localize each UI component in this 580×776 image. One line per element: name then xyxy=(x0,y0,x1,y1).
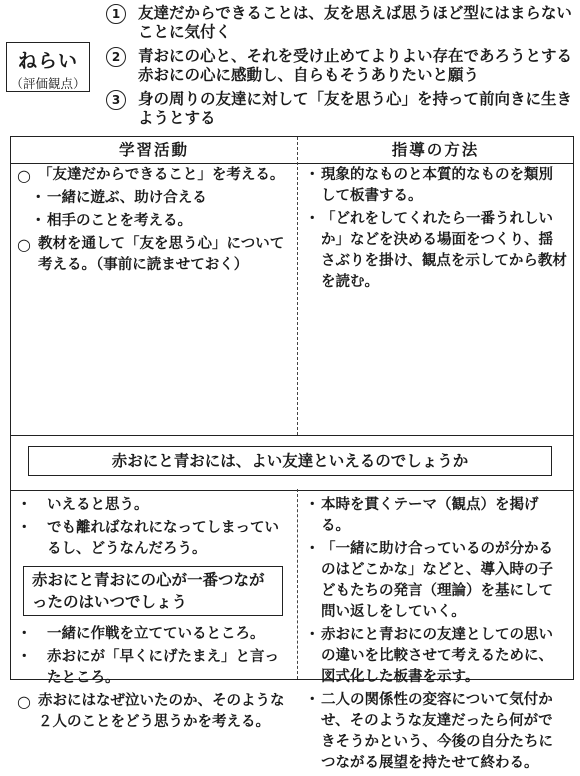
list-item: ・ 二人の関係性の変容について気付かせ、そのような友達だったら何ができそうかという、今後の自分たちにつながる展望を持たせて終わる。 xyxy=(305,690,567,774)
aims-label: ねらい xyxy=(17,50,78,72)
column-divider-bottom xyxy=(297,489,298,679)
header-learning-activity: 学習活動 xyxy=(118,141,189,159)
aim-text-3: 身の周りの友達に対して「友を思う心」を持って前向きに生きようとする xyxy=(138,90,573,127)
aim-item-1 xyxy=(100,4,574,42)
top-method-cell xyxy=(305,165,567,295)
list-item: ・ 赤おにと青おにの友達としての思いの違いを比較させて考えるために、図式化した板書を示す。 xyxy=(305,625,567,688)
top-activity-cell xyxy=(17,165,291,278)
list-item: ・ 一緒に作戦を立てているところ。 xyxy=(17,624,291,645)
aim-number-2: 2 xyxy=(106,47,126,67)
aims-list xyxy=(100,4,574,133)
list-item: ○ 教材を通して「友を思う心」について考える。（事前に読ませておく） xyxy=(17,234,291,276)
list-item: ・ 相手のことを考える。 xyxy=(17,211,291,232)
bottom-activity-cell xyxy=(17,495,291,735)
list-item: ・ 赤おにが「早くにげたまえ」と言ったところ。 xyxy=(17,647,291,689)
aims-label-box xyxy=(6,42,90,92)
aim-number-3: 3 xyxy=(106,90,126,110)
aim-item-3 xyxy=(100,90,574,128)
lesson-table xyxy=(10,136,574,771)
theme-row xyxy=(11,435,573,491)
lesson-theme-box: 赤おにと青おには、よい友達といえるのでしょうか xyxy=(28,446,552,476)
list-item: ○ 「友達だからできること」を考える。 xyxy=(17,165,291,186)
list-item: ・ いえると思う。 xyxy=(17,495,291,516)
aim-number-1: 1 xyxy=(106,4,126,24)
list-item: ・ 「一緒に助け合っているのが分かるのはどこかな」などと、導入時の子どもたちの発言（理論）を基にして問い返しをしていく。 xyxy=(305,539,567,623)
column-divider-top xyxy=(297,137,298,435)
bottom-method-cell xyxy=(305,495,567,776)
list-item: ・ でも離ればなれになってしまっているし、どうなんだろう。 xyxy=(17,518,291,560)
key-question-box: 赤おにと青おにの心が一番つながったのはいつでしょう xyxy=(23,566,283,616)
aim-text-1: 友達だからできることは、友を思えば思うほど型にはまらないことに気付く xyxy=(138,4,572,41)
list-item: ・ 一緒に遊ぶ、助け合える xyxy=(17,188,291,209)
aim-text-2: 青おにの心と、それを受け止めてよりよい存在であろうとする赤おにの心に感動し、自らもそうありたいと願う xyxy=(138,47,573,84)
table-header-row xyxy=(11,137,573,164)
list-item: ○ 赤おにはなぜ泣いたのか、そのような２人のことをどう思うかを考える。 xyxy=(17,691,291,733)
header-teaching-method: 指導の方法 xyxy=(391,141,480,159)
list-item: ・ 現象的なものと本質的なものを類別して板書する。 xyxy=(305,165,567,207)
list-item: ・ 「どれをしてくれたら一番うれしいか」などを決める場面をつくり、揺さぶりを掛け、観点を示してから教材を読む。 xyxy=(305,209,567,293)
aims-sublabel: （評価観点） xyxy=(10,76,86,91)
list-item: ・ 本時を貫くテーマ（観点）を掲げる。 xyxy=(305,495,567,537)
aim-item-2 xyxy=(100,47,574,85)
